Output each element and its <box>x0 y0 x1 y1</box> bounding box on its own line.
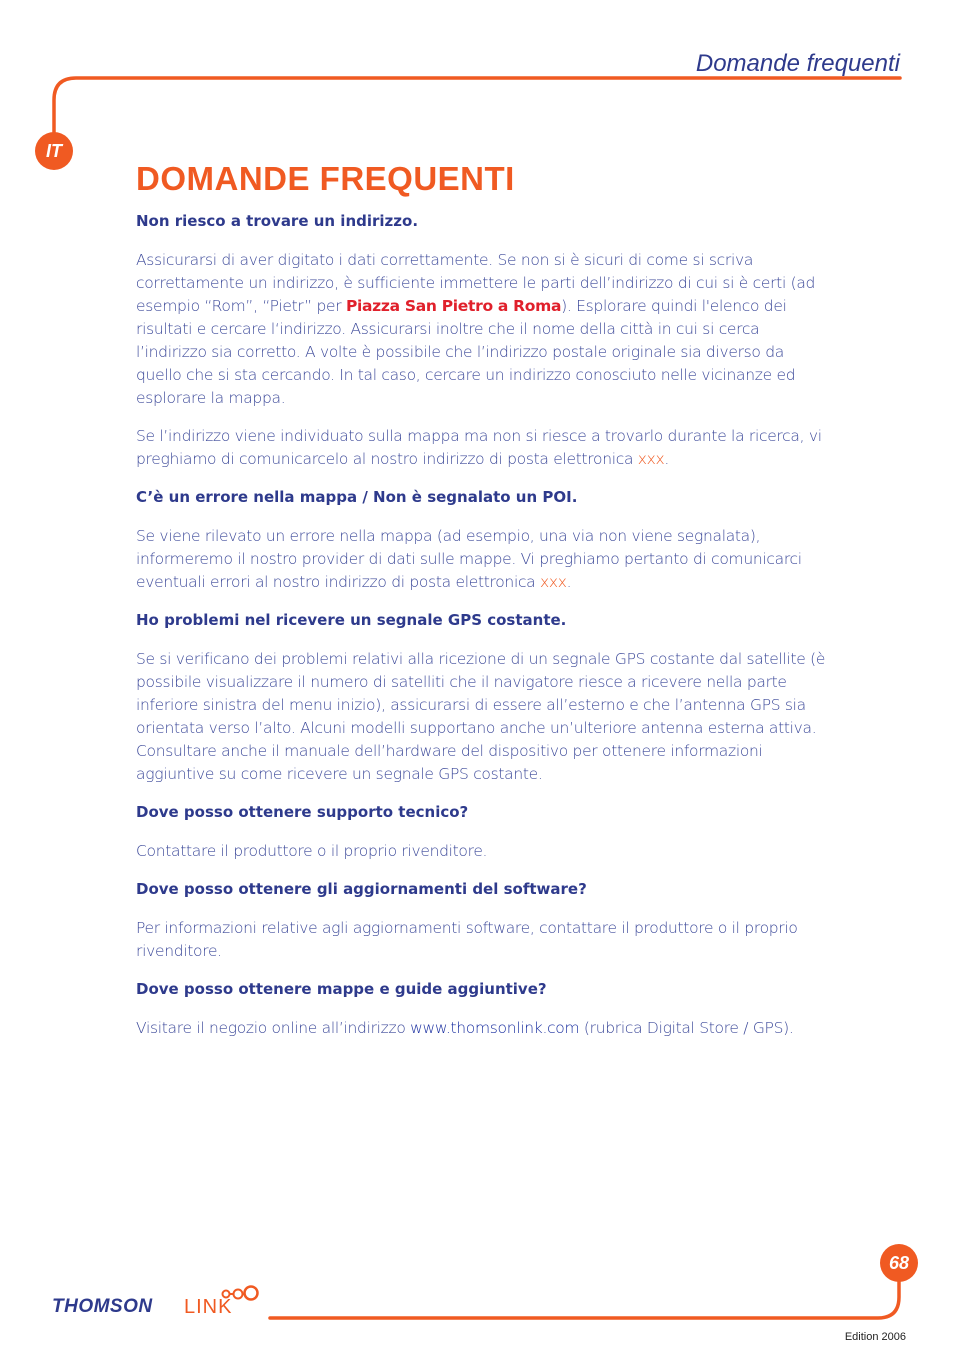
faq-item-software-updates <box>136 878 826 963</box>
faq-item-gps-signal <box>136 609 826 786</box>
faq-question: Dove posso ottenere gli aggiornamenti del software? <box>136 880 587 898</box>
faq-question: Dove posso ottenere supporto tecnico? <box>136 803 469 821</box>
answer-text: Assicurarsi di aver digitato i dati correttamente. Se non si è sicuri di come si scriva correttamente un indirizzo, è sufficiente immettere le parti dell’indirizzo di cui si è certi (ad esempio “Rom”, “Pietr” per <box>136 251 816 315</box>
faq-item-support <box>136 801 826 863</box>
faq-question: Non riesco a trovare un indirizzo. <box>136 212 419 230</box>
page-title: DOMANDE FREQUENTI <box>136 160 515 197</box>
faq-question: Ho problemi nel ricevere un segnale GPS costante. <box>136 611 567 629</box>
thomson-link-logo <box>52 1282 267 1322</box>
faq-question: Dove posso ottenere mappe e guide aggiuntive? <box>136 980 547 998</box>
faq-answer <box>136 425 826 471</box>
email-placeholder: xxx <box>540 573 567 591</box>
answer-text: Se l’indirizzo viene individuato sulla mappa ma non si riesce a trovarlo durante la ricerca, vi preghiamo di comunicarcelo al nostro indirizzo di posta elettronica <box>136 427 822 468</box>
faq-item-map-error <box>136 486 826 594</box>
website-link[interactable]: www.thomsonlink.com <box>410 1019 580 1037</box>
highlight-example: Piazza San Pietro a Roma <box>345 297 562 315</box>
answer-text: . <box>566 573 572 591</box>
answer-text: . <box>664 450 670 468</box>
answer-text: (rubrica Digital Store / GPS). <box>579 1019 794 1037</box>
logo-rings-icon <box>220 1282 280 1306</box>
answer-text: Se viene rilevato un errore nella mappa (ad esempio, una via non viene segnalata), informeremo il nostro provider di dati sulle mappe. Vi preghiamo pertanto di comunicarci eventuali errori al nostro indirizzo di posta elettronica <box>136 527 802 591</box>
language-badge: IT <box>35 132 73 170</box>
faq-answer <box>136 249 826 410</box>
faq-answer: Se si verificano dei problemi relativi alla ricezione di un segnale GPS costante dal satellite (è possibile visualizzare il numero di satelliti che il navigatore riesce a ricevere nella parte inferiore sinistra del menu inizio), assicurarsi di essere all’esterno e che l’antenna GPS sia orientata verso l’alto. Alcuni modelli supportano anche un’ulteriore antenna esterna attiva. Consultare anche il manuale dell’hardware del dispositivo per ottenere informazioni aggiuntive su come ricevere un segnale GPS costante. <box>136 650 826 783</box>
logo-thomson-text: THOMSON <box>52 1296 153 1317</box>
main-content <box>136 160 826 1055</box>
page-number-badge: 68 <box>880 1244 918 1282</box>
answer-text: Visitare il negozio online all’indirizzo <box>136 1019 411 1037</box>
faq-answer <box>136 525 826 594</box>
faq-item-address <box>136 210 826 471</box>
faq-answer <box>136 1017 826 1040</box>
faq-item-maps-guides <box>136 978 826 1040</box>
faq-answer: Contattare il produttore o il proprio rivenditore. <box>136 842 488 860</box>
faq-answer: Per informazioni relative agli aggiornamenti software, contattare il produttore o il proprio rivenditore. <box>136 919 798 960</box>
faq-question: C’è un errore nella mappa / Non è segnalato un POI. <box>136 488 578 506</box>
logo-link-text: LINK <box>184 1296 233 1318</box>
email-placeholder: xxx <box>637 450 665 468</box>
running-header-title: Domande frequenti <box>695 50 900 77</box>
answer-text: ). Esplorare quindi l'elenco dei risultati e cercare l‘indirizzo. Assicurarsi inoltre che il nome della città in cui si cerca l’indirizzo sia corretto. A volte è possibile che l’indirizzo postale originale sia diverso da quello che si sta cercando. In tal caso, cercare un indirizzo conosciuto nelle vicinanze ed esplorare la mappa. <box>136 297 796 407</box>
edition-label: Edition 2006 <box>844 1331 906 1343</box>
